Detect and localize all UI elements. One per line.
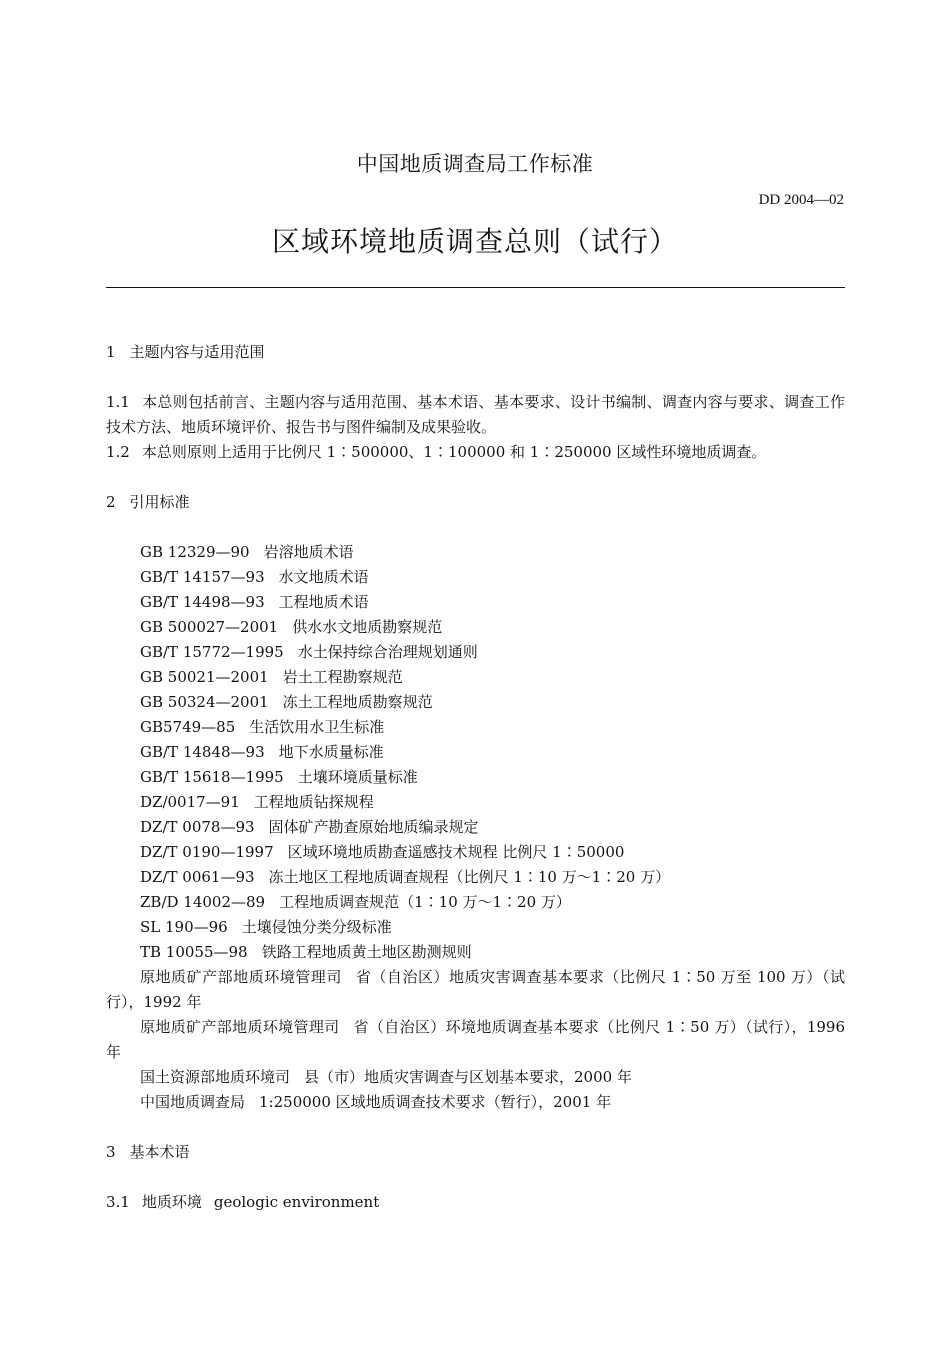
reference-code: GB/T 15618—1995 [140,768,284,786]
section-3-heading [106,1140,845,1165]
reference-code: GB/T 14848—93 [140,743,265,761]
reference-name: 水文地质术语 [278,568,369,586]
clause-text: 本总则原则上适用于比例尺 1∶500000、1∶100000 和 1∶250000 区域性环境地质调查。 [141,443,767,461]
reference-code: GB/T 14157—93 [140,568,265,586]
reference-name: 工程地质调查规范（1∶10 万～1∶20 万） [279,893,571,911]
section-number: 2 [106,493,116,511]
reference-code: GB 12329—90 [140,543,250,561]
reference-code: DZ/0017—91 [140,793,240,811]
reference-code: GB/T 14498—93 [140,593,265,611]
section-title: 主题内容与适用范围 [129,343,265,361]
reference-code: DZ/T 0061—93 [140,868,255,886]
reference-name: 固体矿产勘查原始地质编录规定 [268,818,479,836]
reference-org: 原地质矿产部地质环境管理司 [140,1018,340,1036]
reference-code: SL 190—96 [140,918,228,936]
reference-item [106,615,845,640]
reference-item-long [106,1065,845,1090]
reference-name: 供水水文地质勘察规范 [292,618,443,636]
reference-name: 岩溶地质术语 [263,543,354,561]
reference-item-long [106,1090,845,1115]
reference-text: 省（自治区）地质灾害调查基本要求（比例尺 1∶50 万至 100 万）（试行），1992 年 [106,968,845,1011]
document-title: 区域环境地质调查总则（试行） [271,225,678,258]
reference-item [106,940,845,965]
reference-name: 工程地质术语 [278,593,369,611]
reference-item [106,740,845,765]
reference-item-long [106,965,845,1015]
reference-code: GB 50021—2001 [140,668,269,686]
reference-code: DZ/T 0078—93 [140,818,255,836]
reference-code: DZ/T 0190—1997 [140,843,274,861]
term-title-english: geologic environment [213,1193,380,1211]
reference-list [106,540,845,1115]
reference-item [106,915,845,940]
reference-item-long [106,1015,845,1065]
clause-text: 本总则包括前言、主题内容与适用范围、基本术语、基本要求、设计书编制、调查内容与要求、调查工作技术方法、地质环境评价、报告书与图件编制及成果验收。 [106,393,845,436]
reference-name: 岩土工程勘察规范 [282,668,403,686]
title-divider [106,287,845,288]
reference-code: GB5749—85 [140,718,236,736]
reference-name: 工程地质钻探规程 [253,793,374,811]
reference-code: ZB/D 14002—89 [140,893,266,911]
reference-code: GB 50324—2001 [140,693,269,711]
reference-name: 铁路工程地质黄土地区勘测规则 [261,943,472,961]
clause-3-1 [106,1190,845,1215]
section-1-heading [106,340,845,365]
reference-item [106,715,845,740]
reference-name: 地下水质量标准 [278,743,384,761]
reference-item [106,865,845,890]
clause-number: 3.1 [106,1193,130,1211]
document-body [106,340,845,1215]
reference-item [106,840,845,865]
reference-item [106,690,845,715]
reference-code: TB 10055—98 [140,943,248,961]
reference-name: 生活饮用水卫生标准 [249,718,385,736]
reference-item [106,815,845,840]
reference-text: 省（自治区）环境地质调查基本要求（比例尺 1∶50 万）（试行），1996 年 [106,1018,845,1061]
reference-org: 原地质矿产部地质环境管理司 [140,968,342,986]
section-2-heading [106,490,845,515]
reference-item [106,790,845,815]
reference-item [106,890,845,915]
reference-item [106,540,845,565]
reference-name: 冻土工程地质勘察规范 [282,693,433,711]
clause-1-1 [106,390,845,440]
clause-number: 1.1 [106,393,130,411]
reference-item [106,640,845,665]
reference-item [106,565,845,590]
section-title: 引用标准 [129,493,190,511]
reference-org: 中国地质调查局 [140,1093,246,1111]
reference-code: GB 500027—2001 [140,618,279,636]
section-number: 1 [106,343,116,361]
reference-item [106,765,845,790]
reference-name: 土壤环境质量标准 [297,768,418,786]
reference-code: GB/T 15772—1995 [140,643,284,661]
reference-org: 国土资源部地质环境司 [140,1068,291,1086]
reference-name: 区域环境地质勘查遥感技术规程 比例尺 1∶50000 [287,843,625,861]
reference-item [106,665,845,690]
clause-1-2 [106,440,845,465]
clause-number: 1.2 [106,443,130,461]
section-number: 3 [106,1143,116,1161]
issuer-title: 中国地质调查局工作标准 [356,152,594,176]
section-title: 基本术语 [129,1143,190,1161]
reference-text: 1:250000 区域地质调查技术要求（暂行），2001 年 [259,1093,612,1111]
standard-code: DD 2004—02 [758,192,844,208]
reference-text: 县（市）地质灾害调查与区划基本要求，2000 年 [304,1068,632,1086]
reference-name: 土壤侵蚀分类分级标准 [241,918,392,936]
reference-name: 冻土地区工程地质调查规程（比例尺 1∶10 万～1∶20 万） [268,868,671,886]
reference-item [106,590,845,615]
term-title: 地质环境 [141,1193,202,1211]
reference-name: 水土保持综合治理规划通则 [297,643,478,661]
